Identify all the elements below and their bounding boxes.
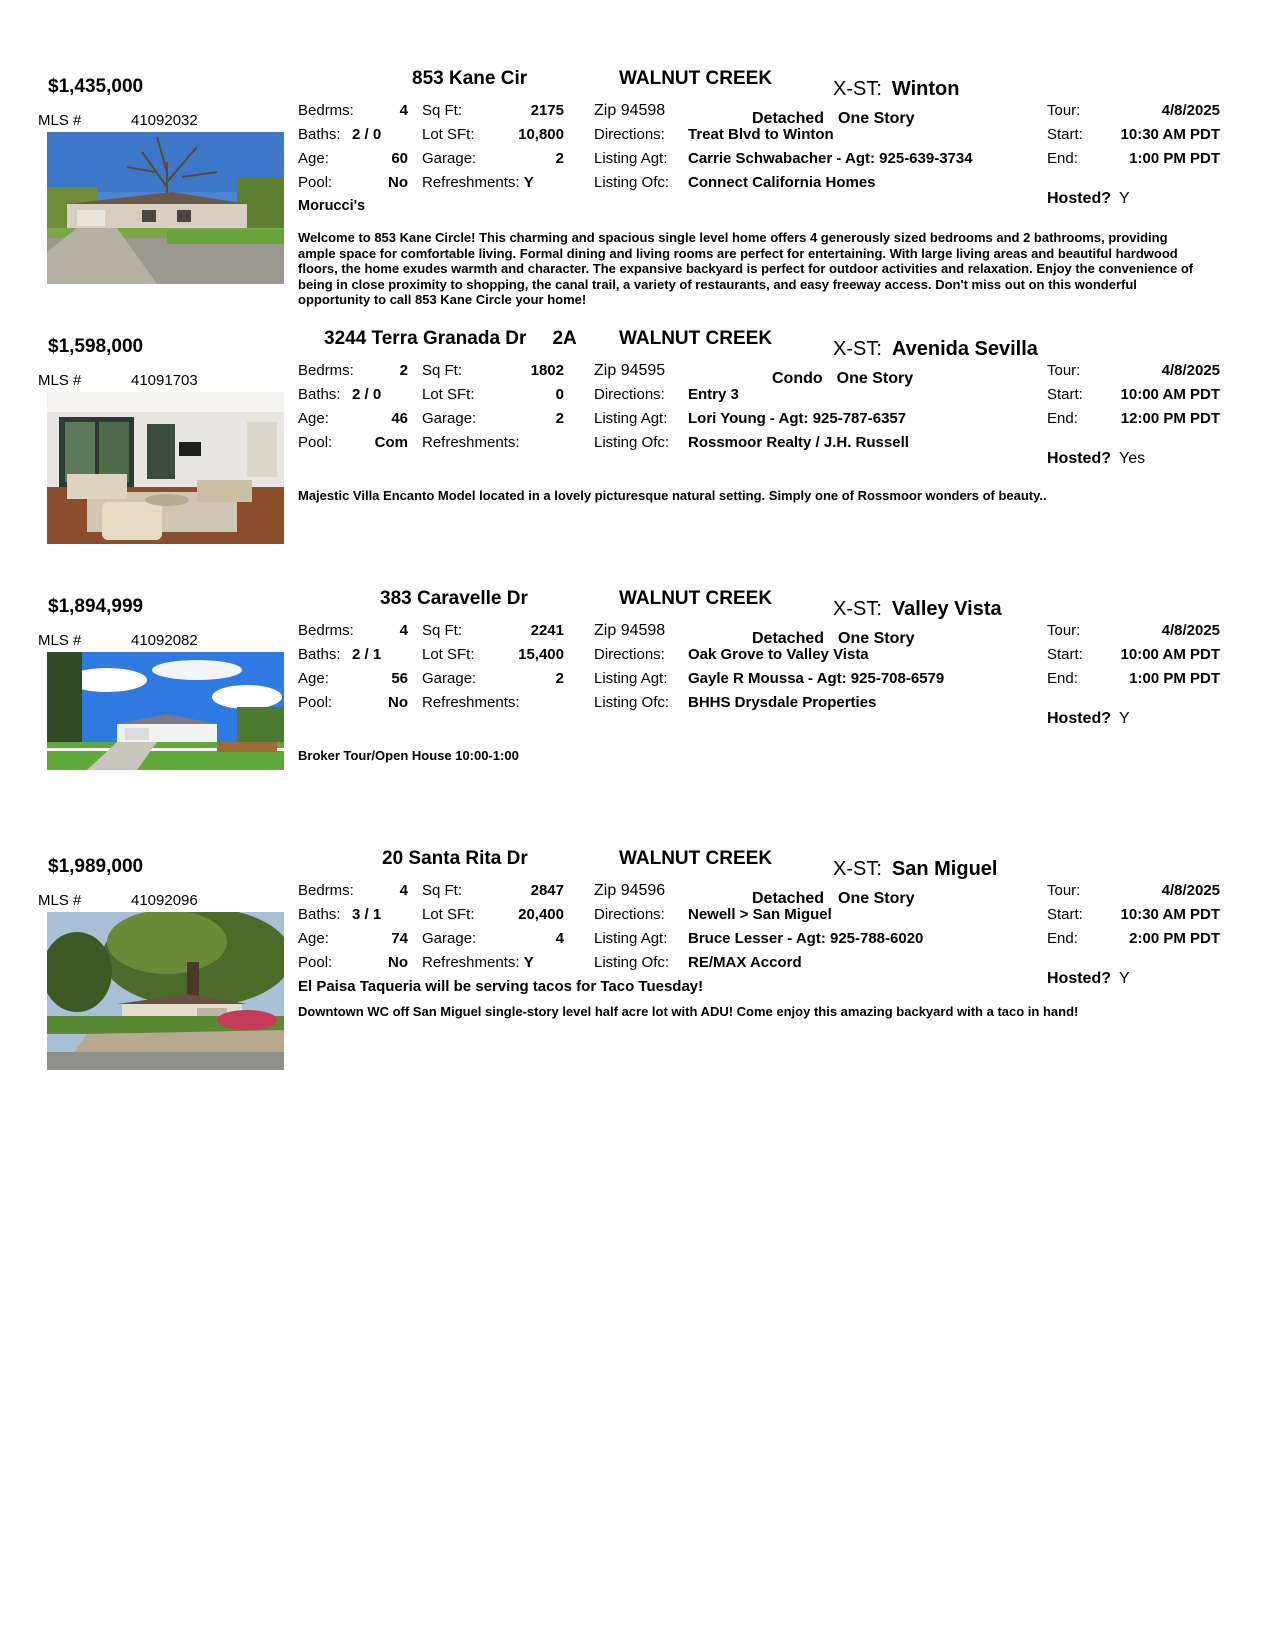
mls-number: 41092096 <box>131 892 198 909</box>
end-time: 1:00 PM PDT <box>1129 150 1220 167</box>
age-label: Age: <box>298 670 329 687</box>
listing-city: WALNUT CREEK <box>619 328 773 349</box>
pool-value: No <box>388 694 408 711</box>
sqft-value: 1802 <box>530 362 564 379</box>
baths-value: 2 / 1 <box>352 646 382 663</box>
bedrooms-label: Bedrms: <box>298 882 354 899</box>
age-value: 74 <box>391 930 408 947</box>
listing-price: $1,989,000 <box>48 856 144 877</box>
mls-number: 41092032 <box>131 112 198 129</box>
cross-street: X-ST: San Miguel <box>833 858 998 880</box>
listing-card <box>0 62 1275 310</box>
sqft-label: Sq Ft: <box>422 362 463 379</box>
sqft-value: 2241 <box>530 622 564 639</box>
directions-label: Directions: <box>594 126 665 143</box>
hosted: Hosted? Yes <box>1047 450 1146 467</box>
zip: Zip 94598 <box>594 102 666 119</box>
office-label: Listing Ofc: <box>594 174 670 191</box>
end-time: 1:00 PM PDT <box>1129 670 1220 687</box>
bedrooms-label: Bedrms: <box>298 102 354 119</box>
zip: Zip 94596 <box>594 882 666 899</box>
tour-label: Tour: <box>1047 882 1081 899</box>
age-label: Age: <box>298 410 329 427</box>
sqft-label: Sq Ft: <box>422 102 463 119</box>
agent-value: Bruce Lesser - Agt: 925-788-6020 <box>688 930 924 947</box>
garage-label: Garage: <box>422 150 477 167</box>
baths-label: Baths: <box>298 386 341 403</box>
start-time: 10:30 AM PDT <box>1120 126 1220 143</box>
tour-label: Tour: <box>1047 622 1081 639</box>
pool-value: No <box>388 954 408 971</box>
garage-label: Garage: <box>422 670 477 687</box>
age-value: 46 <box>391 410 408 427</box>
listing-card <box>0 322 1275 570</box>
end-label: End: <box>1047 150 1078 167</box>
office-label: Listing Ofc: <box>594 694 670 711</box>
refreshments-value: Y <box>523 174 534 191</box>
tour-date: 4/8/2025 <box>1161 362 1220 379</box>
directions-value: Treat Blvd to Winton <box>688 126 834 143</box>
directions-value: Newell > San Miguel <box>688 906 832 923</box>
bedrooms-value: 4 <box>399 102 408 119</box>
directions-value: Entry 3 <box>688 386 739 403</box>
lot-label: Lot SFt: <box>422 906 475 923</box>
bedrooms-value: 4 <box>399 622 408 639</box>
mls-label: MLS # <box>38 372 82 389</box>
house-exterior-photo <box>47 912 284 1070</box>
baths-value: 2 / 0 <box>352 386 382 403</box>
refreshments-label: Refreshments: <box>422 694 520 711</box>
pool-label: Pool: <box>298 954 333 971</box>
agent-label: Listing Agt: <box>594 670 668 687</box>
hosted: Hosted? Y <box>1047 710 1130 727</box>
property-type: Detached One Story <box>752 890 915 907</box>
sqft-label: Sq Ft: <box>422 622 463 639</box>
tour-label: Tour: <box>1047 362 1081 379</box>
listing-address: 383 Caravelle Dr <box>380 588 528 609</box>
lot-value: 0 <box>555 386 564 403</box>
sqft-value: 2847 <box>530 882 564 899</box>
lot-value: 15,400 <box>518 646 564 663</box>
sqft-value: 2175 <box>530 102 564 119</box>
office-label: Listing Ofc: <box>594 434 670 451</box>
property-type: Detached One Story <box>752 630 915 647</box>
office-value: BHHS Drysdale Properties <box>688 694 877 711</box>
age-value: 60 <box>391 150 408 167</box>
listing-city: WALNUT CREEK <box>619 68 773 89</box>
cross-street: X-ST: Valley Vista <box>833 598 1002 620</box>
end-time: 2:00 PM PDT <box>1129 930 1220 947</box>
baths-label: Baths: <box>298 906 341 923</box>
garage-label: Garage: <box>422 410 477 427</box>
refreshments-label: Refreshments: Y <box>422 174 534 191</box>
listing-address: 853 Kane Cir <box>412 68 528 89</box>
mls-label: MLS # <box>38 112 82 129</box>
end-label: End: <box>1047 670 1078 687</box>
zip: Zip 94598 <box>594 622 666 639</box>
directions-label: Directions: <box>594 386 665 403</box>
directions-value: Oak Grove to Valley Vista <box>688 646 869 663</box>
garage-value: 4 <box>555 930 564 947</box>
refreshments-label: Refreshments: <box>422 434 520 451</box>
house-exterior-photo <box>47 652 284 770</box>
listing-card <box>0 842 1275 1090</box>
listing-address: 3244 Terra Granada Dr 2A <box>324 328 577 349</box>
hosted: Hosted? Y <box>1047 970 1130 987</box>
property-type: Detached One Story <box>752 110 915 127</box>
baths-label: Baths: <box>298 646 341 663</box>
mls-label: MLS # <box>38 892 82 909</box>
start-time: 10:00 AM PDT <box>1120 646 1220 663</box>
directions-label: Directions: <box>594 906 665 923</box>
garage-value: 2 <box>555 670 564 687</box>
agent-label: Listing Agt: <box>594 150 668 167</box>
start-label: Start: <box>1047 126 1083 143</box>
office-value: Connect California Homes <box>688 174 876 191</box>
listing-remarks: Broker Tour/Open House 10:00-1:00 <box>298 748 519 763</box>
lot-label: Lot SFt: <box>422 126 475 143</box>
cross-street: X-ST: Avenida Sevilla <box>833 338 1038 360</box>
unit-number: 2A <box>552 328 577 349</box>
office-label: Listing Ofc: <box>594 954 670 971</box>
listing-remarks: Welcome to 853 Kane Circle! This charming and spacious single level home offers 4 generously sized bedrooms and 2 bathrooms, providing ample space for comfortable living. Formal dining and living rooms are perfect for entertaining. With large living areas and beautiful hardwood floors, the home exudes warmth and character. The expansive backyard is perfect for outdoor activities and relaxation. Enjoy the convenience of being in close proximity to shopping, the canal trail, a variety of restaurants, and easy freeway access. Don't miss out on this wonderful opportunity to call 853 Kane Circle your home! <box>298 230 1194 307</box>
hosted: Hosted? Y <box>1047 190 1130 207</box>
lot-label: Lot SFt: <box>422 386 475 403</box>
start-time: 10:00 AM PDT <box>1120 386 1220 403</box>
agent-value: Lori Young - Agt: 925-787-6357 <box>688 410 907 427</box>
house-exterior-photo <box>47 132 284 284</box>
office-value: RE/MAX Accord <box>688 954 802 971</box>
bedrooms-value: 4 <box>399 882 408 899</box>
start-label: Start: <box>1047 646 1083 663</box>
agent-value: Carrie Schwabacher - Agt: 925-639-3734 <box>688 150 973 167</box>
baths-value: 3 / 1 <box>352 906 382 923</box>
listing-city: WALNUT CREEK <box>619 848 773 869</box>
garage-value: 2 <box>555 410 564 427</box>
tour-date: 4/8/2025 <box>1161 882 1220 899</box>
listing-remarks: Majestic Villa Encanto Model located in a lovely picturesque natural setting. Simply one of Rossmoor wonders of beauty.. <box>298 488 1047 503</box>
refreshments-value: Y <box>523 954 534 971</box>
pool-label: Pool: <box>298 174 333 191</box>
end-label: End: <box>1047 410 1078 427</box>
directions-label: Directions: <box>594 646 665 663</box>
lot-label: Lot SFt: <box>422 646 475 663</box>
baths-value: 2 / 0 <box>352 126 382 143</box>
start-label: Start: <box>1047 386 1083 403</box>
sqft-label: Sq Ft: <box>422 882 463 899</box>
zip: Zip 94595 <box>594 362 666 379</box>
pool-value: No <box>388 174 408 191</box>
listing-card <box>0 582 1275 830</box>
mls-number: 41091703 <box>131 372 198 389</box>
tour-date: 4/8/2025 <box>1161 102 1220 119</box>
listing-price: $1,598,000 <box>48 336 144 357</box>
age-label: Age: <box>298 150 329 167</box>
pool-label: Pool: <box>298 694 333 711</box>
garage-value: 2 <box>555 150 564 167</box>
listing-remarks: Downtown WC off San Miguel single-story level half acre lot with ADU! Come enjoy this amazing backyard with a taco in hand! <box>298 1004 1079 1019</box>
refreshment-note: Morucci's <box>298 198 366 214</box>
end-label: End: <box>1047 930 1078 947</box>
listing-address: 20 Santa Rita Dr <box>382 848 528 869</box>
start-time: 10:30 AM PDT <box>1120 906 1220 923</box>
refreshments-label: Refreshments: Y <box>422 954 534 971</box>
listing-city: WALNUT CREEK <box>619 588 773 609</box>
agent-label: Listing Agt: <box>594 410 668 427</box>
pool-value: Com <box>374 434 408 451</box>
property-type: Condo One Story <box>772 370 914 387</box>
bedrooms-value: 2 <box>399 362 408 379</box>
start-label: Start: <box>1047 906 1083 923</box>
mls-number: 41092082 <box>131 632 198 649</box>
listing-price: $1,435,000 <box>48 76 144 97</box>
tour-label: Tour: <box>1047 102 1081 119</box>
baths-label: Baths: <box>298 126 341 143</box>
bedrooms-label: Bedrms: <box>298 362 354 379</box>
garage-label: Garage: <box>422 930 477 947</box>
age-label: Age: <box>298 930 329 947</box>
living-room-photo <box>47 392 284 544</box>
office-value: Rossmoor Realty / J.H. Russell <box>688 434 909 451</box>
tour-date: 4/8/2025 <box>1161 622 1220 639</box>
age-value: 56 <box>391 670 408 687</box>
cross-street: X-ST: Winton <box>833 78 960 100</box>
agent-value: Gayle R Moussa - Agt: 925-708-6579 <box>688 670 945 687</box>
mls-label: MLS # <box>38 632 82 649</box>
refreshment-note: El Paisa Taqueria will be serving tacos for Taco Tuesday! <box>298 978 704 995</box>
bedrooms-label: Bedrms: <box>298 622 354 639</box>
lot-value: 20,400 <box>518 906 564 923</box>
end-time: 12:00 PM PDT <box>1120 410 1220 427</box>
pool-label: Pool: <box>298 434 333 451</box>
lot-value: 10,800 <box>518 126 564 143</box>
agent-label: Listing Agt: <box>594 930 668 947</box>
listing-price: $1,894,999 <box>48 596 144 617</box>
